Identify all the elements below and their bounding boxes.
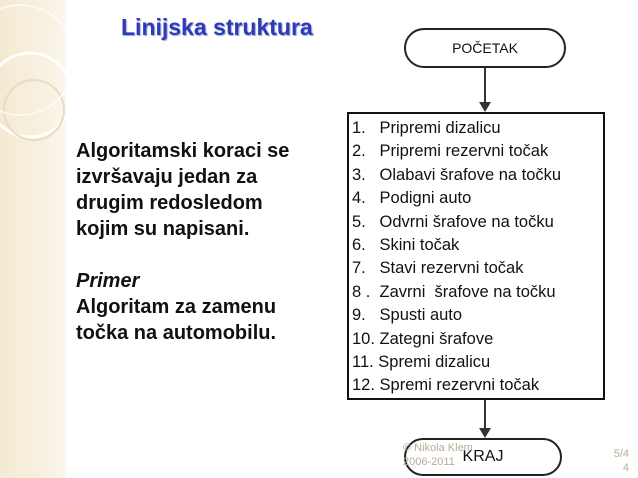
step-item: 5. Odvrni šrafove na točku (352, 212, 554, 231)
step-item: 10. Zategni šrafove (352, 329, 494, 348)
example-line: točka na automobilu. (76, 322, 277, 344)
example-line: Algoritam za zamenu (76, 296, 277, 318)
description-line: kojim su napisani. (76, 218, 250, 240)
step-item: 9. Spusti auto (352, 306, 463, 325)
flow-arrow-line (484, 68, 486, 102)
step-item: 3. Olabavi šrafove na točku (352, 165, 562, 184)
step-item: 2. Pripremi rezervni točak (352, 142, 549, 161)
description-text (76, 138, 346, 346)
flow-arrow-line (484, 400, 486, 428)
decorative-side-panel (0, 0, 66, 478)
example-label: Primer (76, 270, 140, 292)
footer-author: © Nikola Klem (403, 442, 473, 454)
description-line: drugim redosledom (76, 192, 263, 214)
slide-title: Linijska struktura (121, 14, 313, 40)
arrow-down-icon (479, 102, 491, 112)
start-label: POČETAK (452, 40, 518, 56)
arrow-down-icon (479, 428, 491, 438)
footer-years: 2006-2011 (403, 456, 455, 468)
step-item: 8 . Zavrni šrafove na točku (352, 282, 556, 301)
description-line: Algoritamski koraci se (76, 140, 290, 162)
step-item: 11. Spremi dizalicu (352, 353, 491, 372)
step-item: 12. Spremi rezervni točak (352, 376, 540, 395)
page-number-line: 4 (622, 462, 629, 474)
flowchart-steps-box (347, 112, 605, 400)
decorative-circles-icon (0, 0, 66, 478)
page-number (607, 447, 629, 475)
flowchart-start-node (404, 28, 566, 68)
step-item: 4. Podigni auto (352, 189, 472, 208)
step-item: 1. Pripremi dizalicu (352, 119, 501, 137)
footer-credit (403, 441, 473, 469)
step-item: 6. Skini točak (352, 236, 460, 255)
page-number-line: 5/4 (613, 448, 629, 460)
end-label: KRAJ (462, 448, 504, 465)
description-line: izvršavaju jedan za (76, 166, 258, 188)
step-item: 7. Stavi rezervni točak (352, 259, 524, 278)
